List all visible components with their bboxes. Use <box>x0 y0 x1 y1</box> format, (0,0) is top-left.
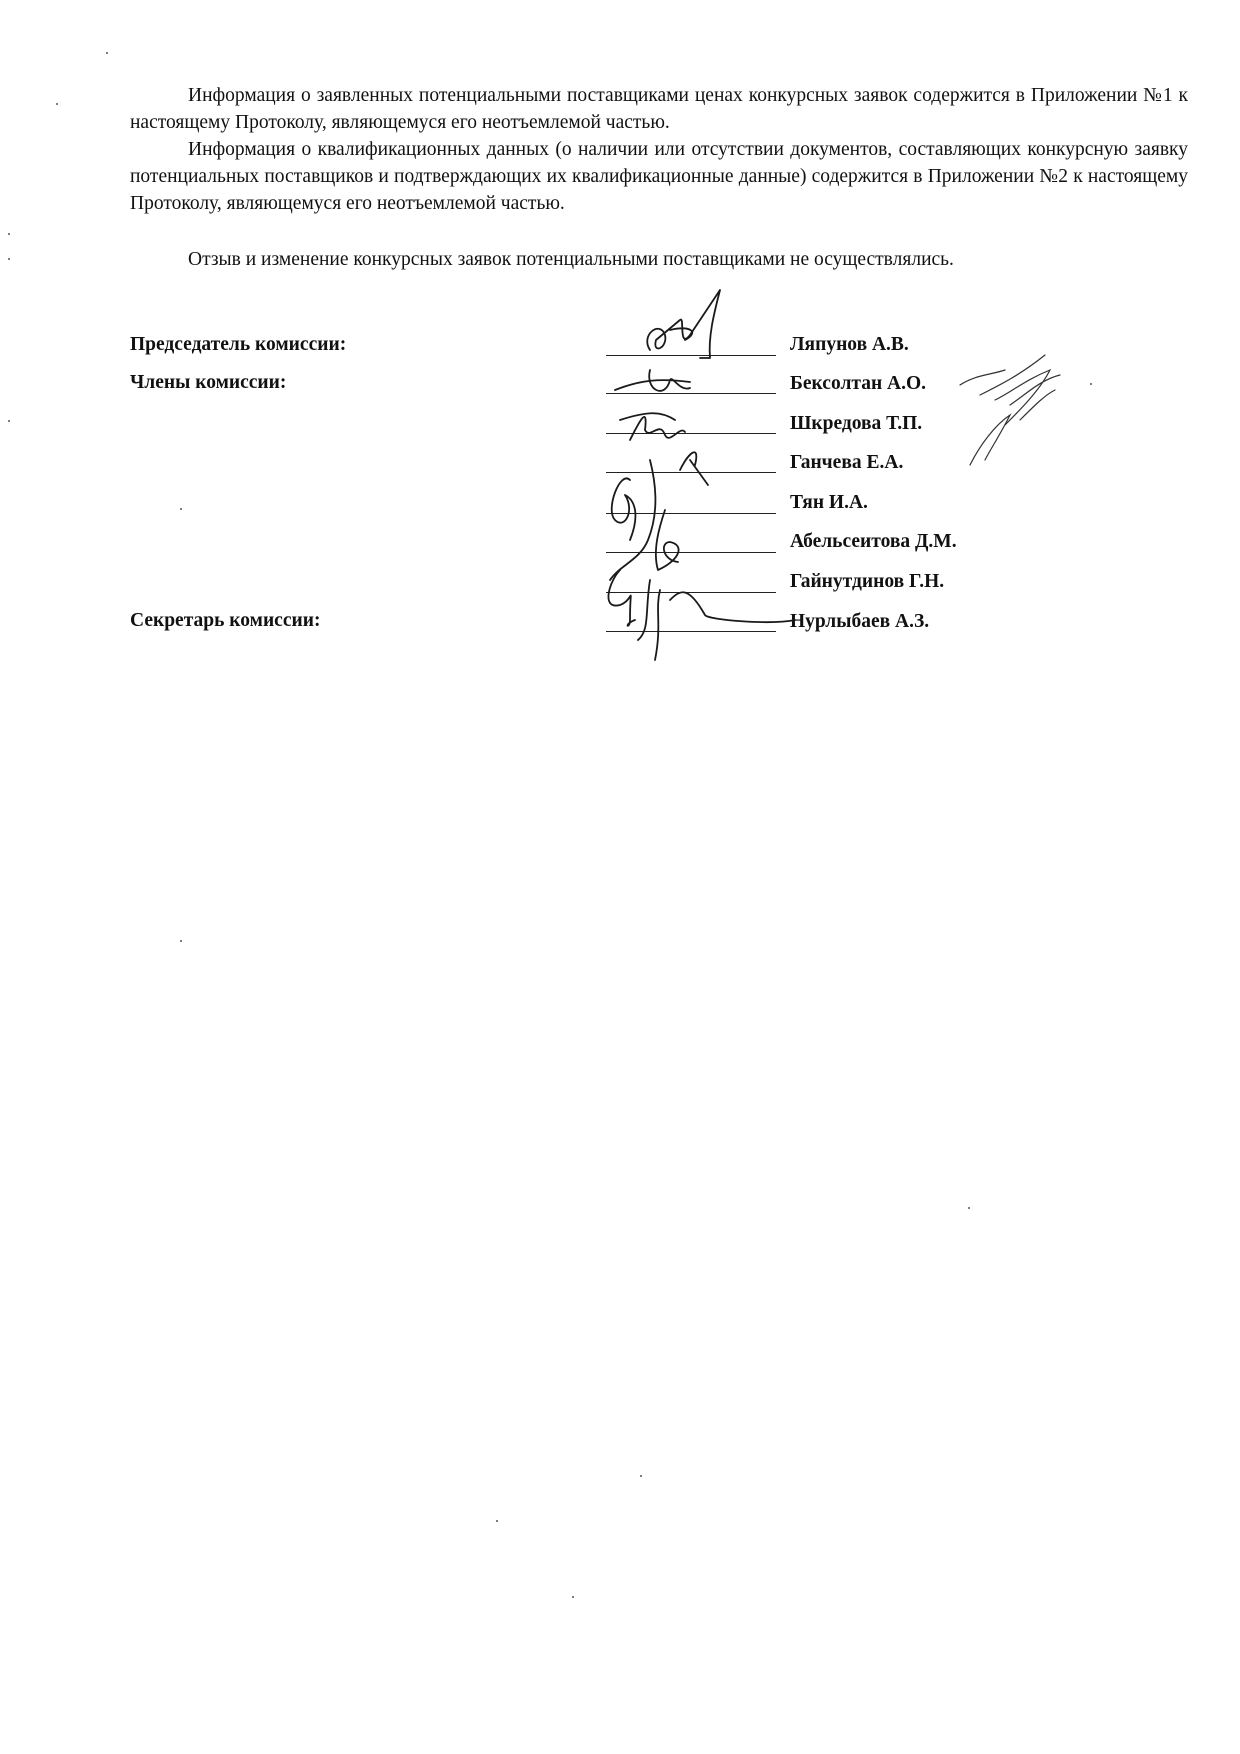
handwritten-signatures <box>590 280 800 680</box>
signatory-name: Ганчева Е.А. <box>790 452 904 473</box>
scan-speck <box>8 420 10 422</box>
secretary-label: Секретарь комиссии: <box>130 610 321 631</box>
scan-speck <box>1090 383 1092 385</box>
signatory-name: Тян И.А. <box>790 492 868 513</box>
signatory-name: Нурлыбаев А.З. <box>790 611 930 632</box>
signatory-name: Шкредова Т.П. <box>790 413 923 434</box>
paragraph-qualification-info: Информация о квалификационных данных (о наличии или отсутствии документов, составляющих конкурсную заявку потенциальных поставщиков и подтверждающих их квалификационные данные) содержится в Приложении №2 к настоящему Протоколу, являющемуся его неотъемлемой частью. <box>130 139 1188 214</box>
scan-speck <box>180 508 182 510</box>
scan-speck <box>56 103 58 105</box>
paragraph-prices-info: Информация о заявленных потенциальными поставщиками ценах конкурсных заявок содержится в Приложении №1 к настоящему Протоколу, являющемуся его неотъемлемой частью. <box>130 85 1188 133</box>
members-label: Члены комиссии: <box>130 372 287 393</box>
scan-speck <box>8 258 10 260</box>
scan-speck <box>180 940 182 942</box>
chairman-label: Председатель комиссии: <box>130 334 347 355</box>
signatory-name: Абельсеитова Д.М. <box>790 531 957 552</box>
signatory-name: Гайнутдинов Г.Н. <box>790 571 945 592</box>
paragraph-withdrawal-info: Отзыв и изменение конкурсных заявок потенциальными поставщиками не осуществлялись. <box>188 249 954 270</box>
handwritten-signature <box>950 345 1080 475</box>
scan-speck <box>572 1596 574 1598</box>
scan-speck <box>8 233 10 235</box>
scan-speck <box>640 1475 642 1477</box>
scan-speck <box>968 1207 970 1209</box>
scan-speck <box>106 52 108 54</box>
scan-speck <box>496 1520 498 1522</box>
signatory-name: Ляпунов А.В. <box>790 334 909 355</box>
signatory-name: Бексолтан А.О. <box>790 373 927 394</box>
